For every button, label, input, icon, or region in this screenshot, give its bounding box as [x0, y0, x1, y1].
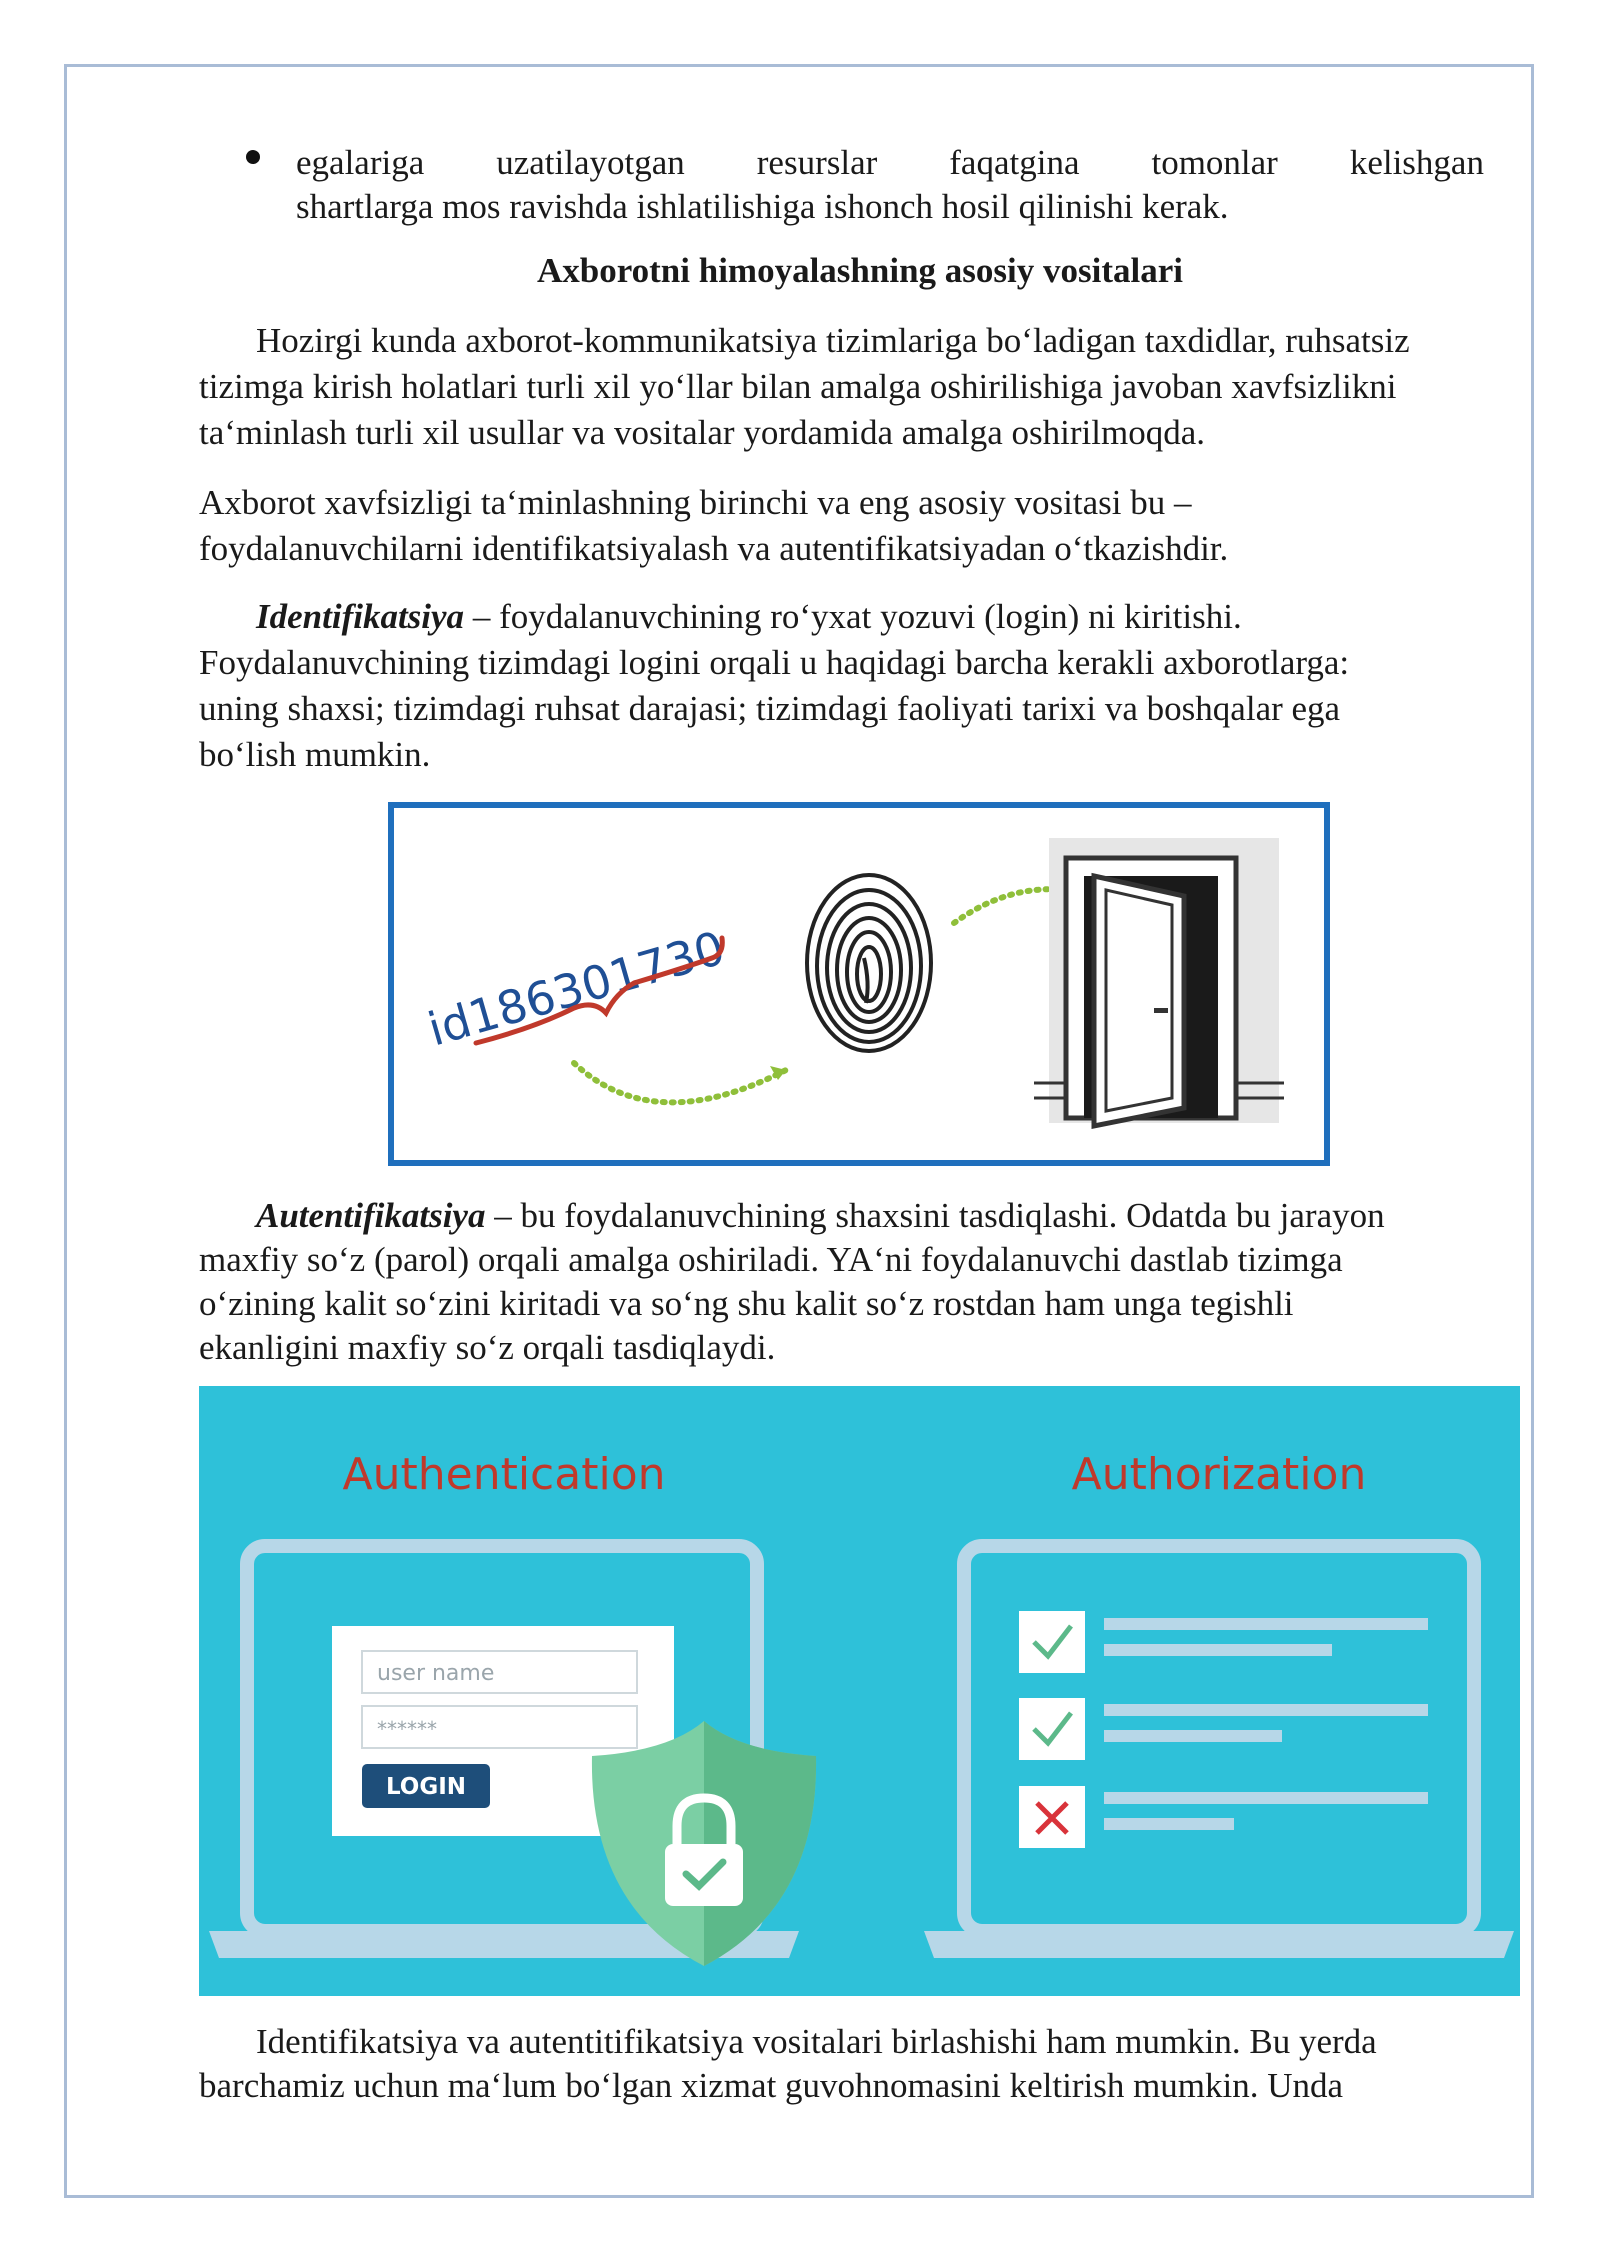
open-door-icon [1034, 838, 1284, 1126]
identification-figure [388, 802, 1330, 1166]
fingerprint-icon [807, 875, 931, 1051]
auth-figure [199, 1386, 1520, 1996]
authentication-line: ekanligini maxfiy so‘z orqali tasdiqlaydi. [199, 1328, 776, 1367]
bullet-word: resurslar [756, 143, 878, 182]
identification-first-line [256, 594, 1242, 640]
section-heading: Axborotni himoyalashning asosiy vositalari [537, 251, 1183, 290]
auth-illustration [199, 1386, 1520, 1996]
check-box-icon [1019, 1698, 1085, 1760]
bullet-line-2: shartlarga mos ravishda ishlatilishiga ishonch hosil qilinishi kerak. [296, 187, 1229, 226]
arrow-icon [574, 1063, 786, 1102]
bullet-word: egalariga [296, 143, 425, 182]
check-box-icon [1019, 1611, 1085, 1673]
bullet-dot [246, 150, 260, 164]
authentication-first-line [256, 1193, 1385, 1239]
paragraph1-line: tizimga kirish holatlari turli xil yo‘llar bilan amalga oshirilishiga javoban xavfsizlikni [199, 367, 1397, 406]
identification-term: Identifikatsiya [256, 597, 465, 636]
authentication-title: Authentication [342, 1449, 666, 1500]
last-paragraph-line: barchamiz uchun ma‘lum bo‘lgan xizmat guvohnomasini keltirish mumkin. Unda [199, 2066, 1344, 2105]
paragraph2-line: Axborot xavfsizligi ta‘minlashning birinchi va eng asosiy vositasi bu – [199, 483, 1192, 522]
paragraph1-line: ta‘minlash turli xil usullar va vositalar yordamida amalga oshirilmoqda. [199, 413, 1206, 452]
authorization-title: Authorization [1071, 1449, 1367, 1500]
login-button-label: LOGIN [385, 1774, 467, 1800]
bullet-word: kelishgan [1349, 143, 1484, 182]
paragraph2-line: foydalanuvchilarni identifikatsiyalash va autentifikatsiyadan o‘tkazishdir. [199, 529, 1229, 568]
permission-checklist [1019, 1611, 1428, 1848]
identification-line: bo‘lish mumkin. [199, 735, 431, 774]
bullet-word: faqatgina [949, 143, 1080, 182]
last-paragraph-line: Identifikatsiya va autentitifikatsiya vositalari birlashishi ham mumkin. Bu yerda [256, 2022, 1377, 2061]
authentication-term: Autentifikatsiya [256, 1196, 486, 1235]
paragraph1-line: Hozirgi kunda axborot-kommunikatsiya tizimlariga bo‘ladigan taxdidlar, ruhsatsiz [256, 321, 1410, 360]
authentication-line: o‘zining kalit so‘zini kiritadi va so‘ng shu kalit so‘z rostdan ham unga tegishli [199, 1284, 1294, 1323]
authentication-line: maxfiy so‘z (parol) orqali amalga oshiriladi. YA‘ni foydalanuvchi dastlab tizimga [199, 1240, 1343, 1279]
username-placeholder: user name [377, 1661, 495, 1686]
id-label: id186301730 [422, 920, 731, 1057]
authentication-definition: – bu foydalanuvchining shaxsini tasdiqlashi. Odatda bu jarayon [485, 1196, 1385, 1235]
bullet-line-1 [296, 140, 1484, 186]
identification-line: Foydalanuvchining tizimdagi logini orqali u haqidagi barcha kerakli axborotlarga: [199, 643, 1350, 682]
bullet-word: tomonlar [1151, 143, 1278, 182]
laptop-icon [924, 1546, 1514, 1958]
identification-definition: – foydalanuvchining ro‘yxat yozuvi (login) ni kiritishi. [464, 597, 1242, 636]
bullet-word: uzatilayotgan [496, 143, 685, 182]
identification-line: uning shaxsi; tizimdagi ruhsat darajasi; tizimdagi faoliyati tarixi va boshqalar ega [199, 689, 1341, 728]
identification-illustration [394, 808, 1324, 1160]
password-mask: ****** [377, 1717, 437, 1741]
